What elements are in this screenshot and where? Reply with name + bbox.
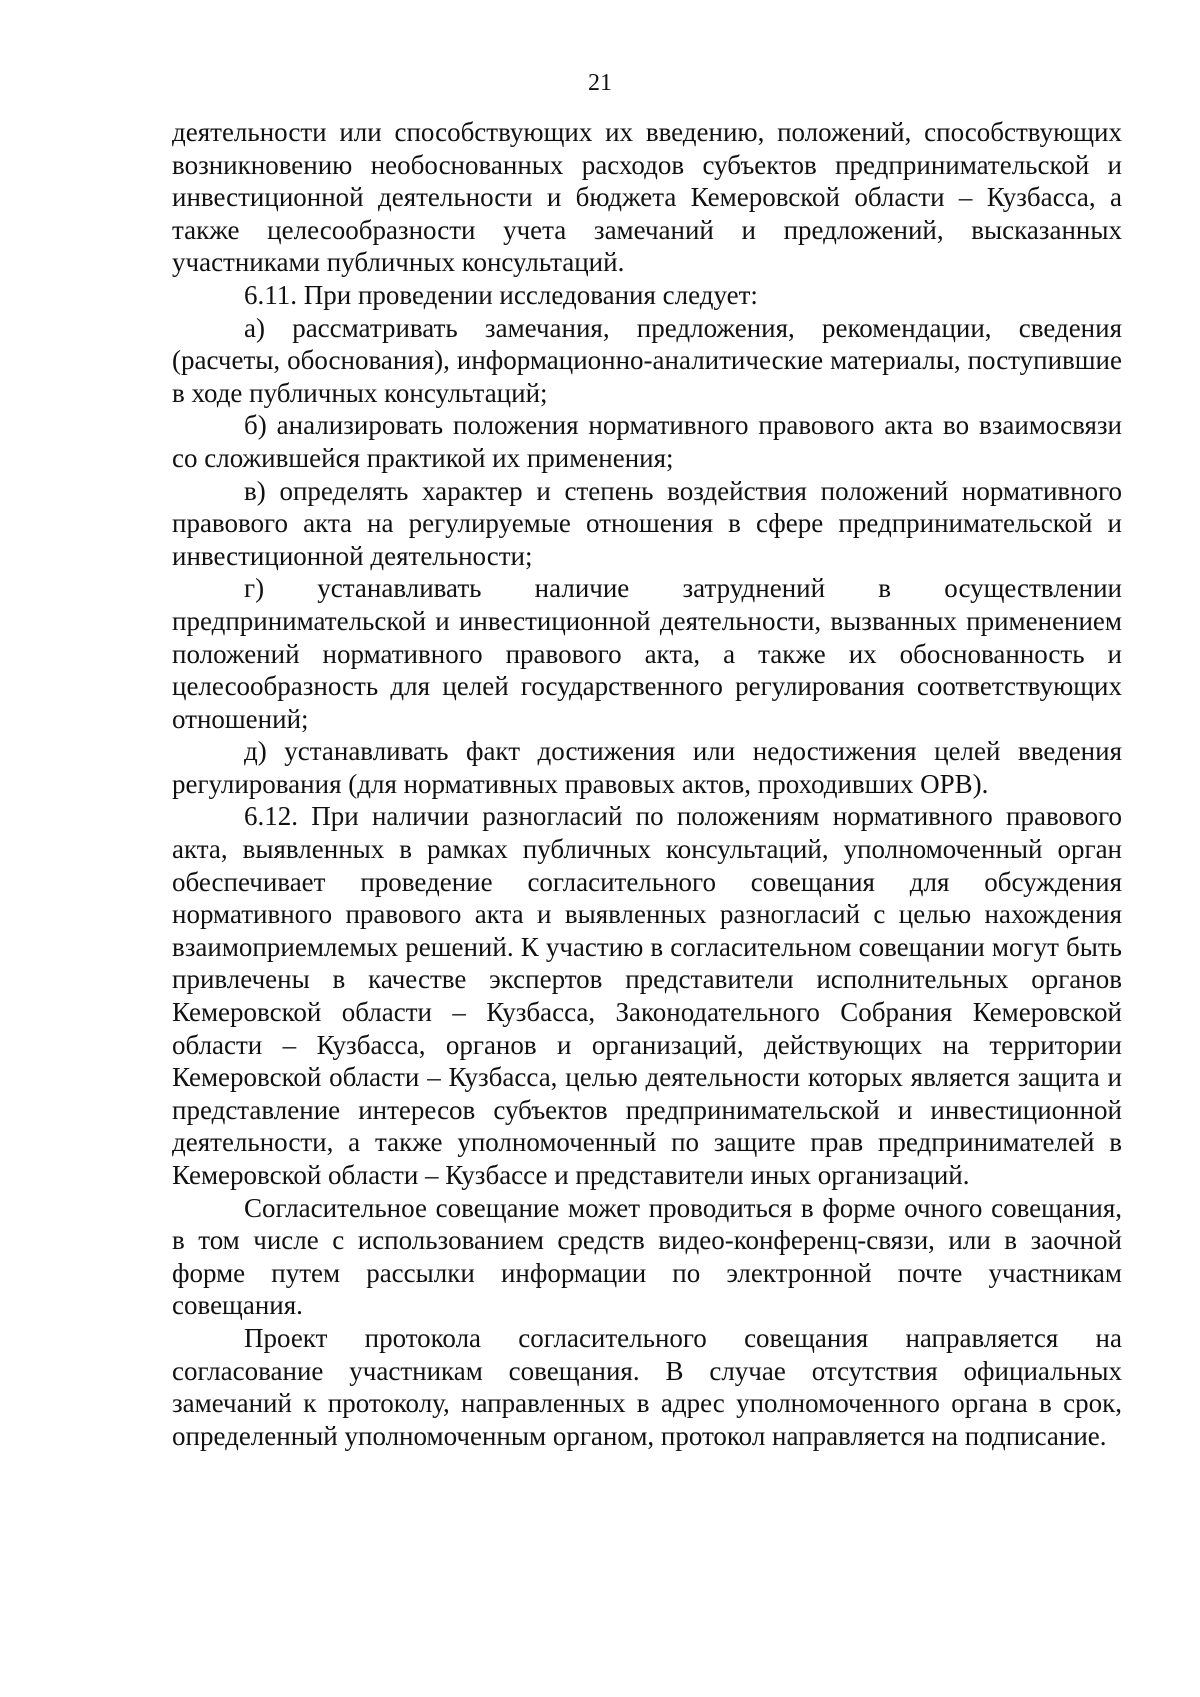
- list-item-d: д) устанавливать факт достижения или недостижения целей введения регулирования (для нормативных правовых актов, проходивших ОРВ).: [172, 736, 1122, 799]
- paragraph-6-12: 6.12. При наличии разногласий по положениям нормативного правового акта, выявленных в рамках публичных консультаций, уполномоченный орган обеспечивает проведение согласительного совещания для обсуждения нормативного правового акта и выявленных разногласий с целью нахождения взаимоприемлемых решений. К участию в согласительном совещании могут быть привлечены в качестве экспертов представители исполнительных органов Кемеровской области – Кузбасса, Законодательного Собрания Кемеровской области – Кузбасса, органов и организаций, действующих на территории Кемеровской области – Кузбасса, целью деятельности которых является защита и представление интересов субъектов предпринимательской и инвестиционной деятельности, а также уполномоченный по защите прав предпринимателей в Кемеровской области – Кузбассе и представители иных организаций.: [172, 801, 1122, 1190]
- list-item-b: б) анализировать положения нормативного правового акта во взаимосвязи со сложившейся практикой их применения;: [172, 410, 1122, 473]
- paragraph-continuation: деятельности или способствующих их введению, положений, способствующих возникновению необоснованных расходов субъектов предпринимательской и инвестиционной деятельности и бюджета Кемеровской области – Кузбасса, а также целесообразности учета замечаний и предложений, высказанных участниками публичных консультаций.: [172, 117, 1122, 278]
- list-item-g: г) устанавливать наличие затруднений в осуществлении предпринимательской и инвестиционной деятельности, вызванных применением положений нормативного правового акта, а также их обоснованность и целесообразность для целей государственного регулирования соответствующих отношений;: [172, 573, 1122, 734]
- paragraph-protocol: Проект протокола согласительного совещания направляется на согласование участникам совещания. В случае отсутствия официальных замечаний к протоколу, направленных в адрес уполномоченного органа в срок, определенный уполномоченным органом, протокол направляется на подписание.: [172, 1322, 1122, 1451]
- paragraph-meeting-form: Согласительное совещание может проводиться в форме очного совещания, в том числе с использованием средств видео-конференц-связи, или в заочной форме путем рассылки информации по электронной почте участникам совещания.: [172, 1192, 1122, 1321]
- page-number: 21: [588, 70, 612, 96]
- list-item-a: а) рассматривать замечания, предложения, рекомендации, сведения (расчеты, обоснования), информационно-аналитические материалы, поступившие в ходе публичных консультаций;: [172, 312, 1122, 408]
- paragraph-6-11: 6.11. При проведении исследования следует:: [244, 279, 758, 310]
- list-item-v: в) определять характер и степень воздействия положений нормативного правового акта на регулируемые отношения в сфере предпринимательской и инвестиционной деятельности;: [172, 475, 1122, 571]
- document-body: [172, 116, 1122, 1452]
